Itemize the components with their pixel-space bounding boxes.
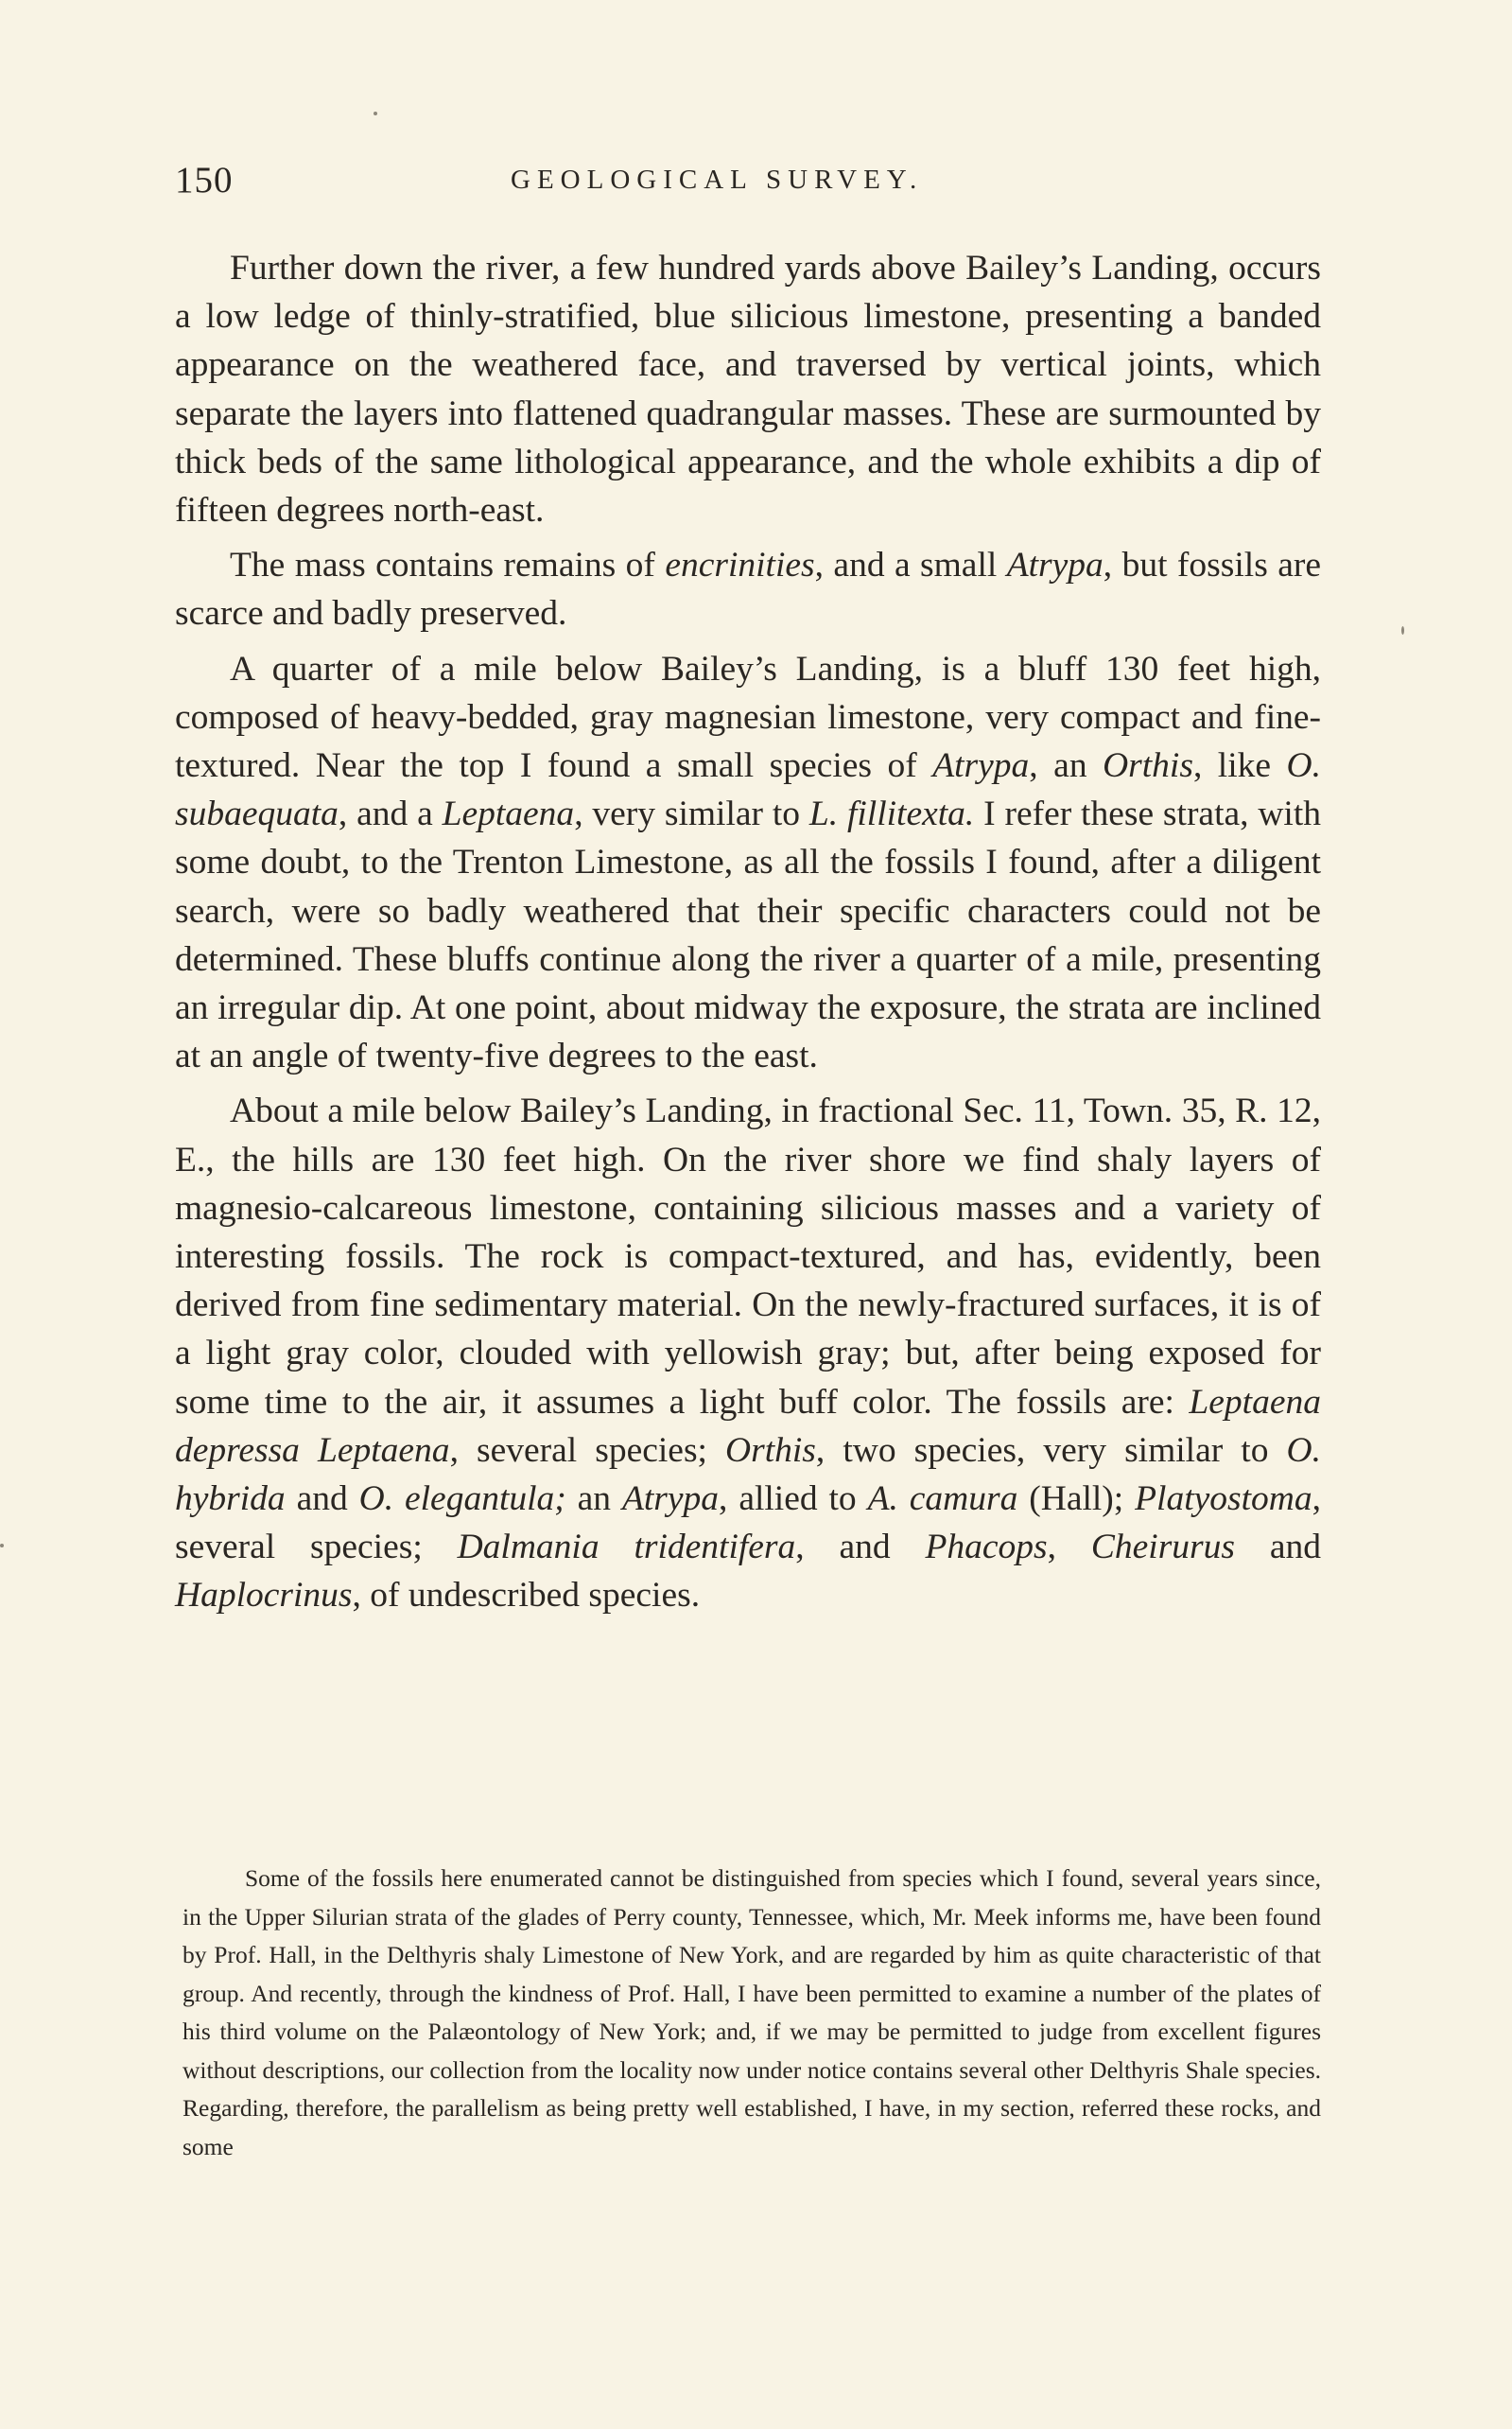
- body-text: [175, 244, 1321, 1627]
- italic-term: Leptaena: [442, 795, 575, 834]
- italic-term: Atrypa: [932, 746, 1030, 786]
- paragraph-text: , but fossils are scarce and badly preserved.: [175, 546, 1321, 634]
- page-header: [175, 159, 1321, 206]
- italic-term: Atrypa: [1006, 546, 1104, 585]
- italic-term: O. subaequata: [175, 746, 1322, 834]
- paragraph-text: The mass contains remains of: [230, 546, 666, 585]
- speck-mark: [1401, 626, 1404, 635]
- paragraph-2: [175, 541, 1321, 638]
- paragraph-text: (Hall);: [1017, 1479, 1136, 1519]
- speck-mark: [0, 1544, 4, 1547]
- footnote-text: Some of the fossils here enumerated cannot be distinguished from species which I found, several years since, in the Upper Silurian strata of the glades of Perry county, Tennessee, which, Mr. Meek informs me, have been found by Prof. Hall, in the Delthyris shaly Limestone of New York, and are regarded by him as quite characteristic of that group. And recently, through the kindness of Prof. Hall, I have been permitted to examine a number of the plates of his third volume on the Palæontology of New York; and, if we may be permitted to judge from excellent figures without descriptions, our collection from the locality now under notice contains several other Delthyris Shale species. Regarding, therefore, the parallelism as being pretty well established, I have, in my section, referred these rocks, and some: [182, 1864, 1321, 2160]
- paragraph-1: [175, 244, 1321, 534]
- italic-term: Cheirurus: [1090, 1528, 1235, 1567]
- italic-term: Atrypa: [621, 1479, 720, 1519]
- italic-term: O. hybrida: [175, 1430, 1321, 1519]
- italic-term: encrinities: [665, 546, 815, 585]
- paragraph-text: , allied to: [719, 1479, 868, 1519]
- italic-term: Dalmania tridentifera: [457, 1528, 796, 1567]
- paragraph-text: , several species;: [175, 1479, 1321, 1567]
- paragraph-text: , and a small: [814, 546, 1007, 585]
- italic-term: Haplocrinus: [175, 1576, 353, 1616]
- paragraph-text: , and a: [338, 795, 443, 834]
- paragraph-text: , an: [1029, 746, 1104, 786]
- paragraph-text: Further down the river, a few hundred yards above Bailey’s Landing, occurs a low ledge of thinly-stratified, blue silicious limestone, presenting a banded appearance on the weathered face, and traversed by vertical joints, which separate the layers into flattened quadrangular masses. These are surmounted by thick beds of the same lithological appearance, and the whole exhibits a dip of fifteen degrees north-east.: [175, 249, 1321, 531]
- italic-term: Orthis: [725, 1430, 816, 1470]
- paragraph-text: and: [1235, 1528, 1321, 1567]
- italic-term: O. elegantula;: [358, 1479, 566, 1519]
- paragraph-text: About a mile below Bailey’s Landing, in fractional Sec. 11, Town. 35, R. 12, E., the hills are 130 feet high. On the river shore we find shaly layers of magnesio-calcareous limestone, containing silicious masses and a variety of interesting fossils. The rock is compact-textured, and has, evidently, been derived from fine sedimentary material. On the newly-fractured surfaces, it is of a light gray color, clouded with yellowish gray; but, after being exposed for some time to the air, it assumes a light buff color. The fossils are:: [175, 1092, 1321, 1422]
- paragraph-4: [175, 1087, 1321, 1619]
- paragraph-text: , two species, very similar to: [815, 1430, 1287, 1470]
- footnote: [182, 1860, 1321, 2166]
- paragraph-3: [175, 645, 1321, 1081]
- speck-mark: [374, 112, 377, 115]
- italic-term: Leptaena depressa Leptaena: [175, 1382, 1321, 1470]
- italic-term: L. fillitexta.: [808, 795, 975, 834]
- paragraph-text: and: [285, 1479, 359, 1519]
- italic-term: Platyostoma: [1135, 1479, 1312, 1519]
- paragraph-text: , and: [795, 1528, 926, 1567]
- italic-term: Orthis: [1103, 746, 1193, 786]
- paragraph-text: , of undescribed species.: [352, 1576, 701, 1616]
- page-number: 150: [175, 160, 234, 201]
- running-title: GEOLOGICAL SURVEY.: [511, 165, 924, 195]
- paragraph-text: ,: [1047, 1528, 1091, 1567]
- italic-term: Phacops: [925, 1528, 1048, 1567]
- paragraph-text: A quarter of a mile below Bailey’s Landing, is a bluff 130 feet high, composed of heavy-bedded, gray magnesian limestone, very compact and fine-textured. Near the top I found a small species of: [175, 649, 1321, 786]
- paragraph-text: , several species;: [449, 1430, 726, 1470]
- paragraph-text: , very similar to: [574, 795, 809, 834]
- paragraph-text: , like: [1192, 746, 1287, 786]
- paragraph-text: I refer these strata, with some doubt, to the Trenton Limestone, as all the fossils I found, after a diligent search, were so badly weathered that their specific characters could not be determined. These bluffs continue along the river a quarter of a mile, presenting an irregular dip. At one point, about midway the exposure, the strata are inclined at an angle of twenty-five degrees to the east.: [175, 795, 1322, 1076]
- paragraph-text: an: [565, 1479, 622, 1519]
- italic-term: A. camura: [867, 1479, 1018, 1519]
